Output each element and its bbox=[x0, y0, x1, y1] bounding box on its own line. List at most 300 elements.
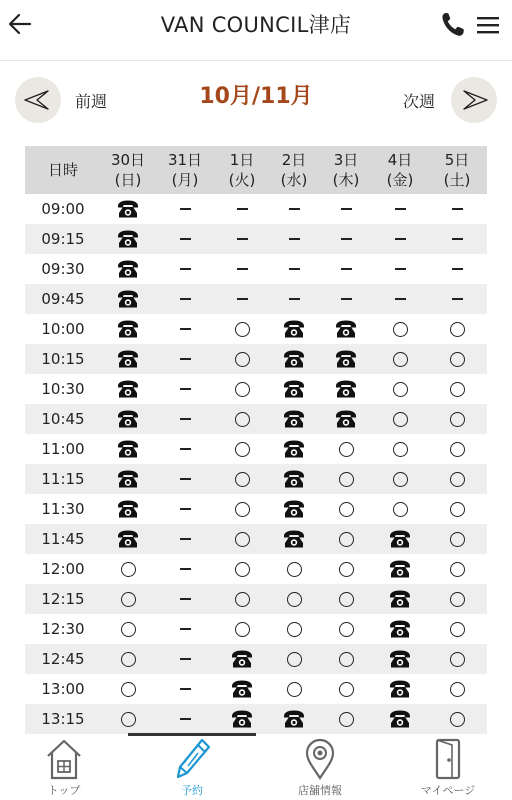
telephone-icon bbox=[334, 319, 358, 339]
slot-available[interactable] bbox=[373, 344, 427, 374]
available-circle-icon bbox=[235, 592, 250, 607]
unavailable-dash-icon bbox=[395, 238, 406, 240]
slot-unavailable bbox=[319, 284, 373, 314]
slot-available[interactable] bbox=[215, 434, 269, 464]
slot-phone-only[interactable] bbox=[215, 644, 269, 674]
slot-phone-only[interactable] bbox=[101, 344, 155, 374]
slot-available[interactable] bbox=[373, 374, 427, 404]
next-week-label[interactable]: 次週 bbox=[403, 92, 436, 111]
unavailable-dash-icon bbox=[180, 358, 191, 360]
phone-icon bbox=[440, 10, 466, 38]
slot-phone-only[interactable] bbox=[269, 404, 319, 434]
slot-unavailable bbox=[373, 254, 427, 284]
telephone-icon bbox=[116, 529, 140, 549]
day-header bbox=[215, 146, 269, 194]
slot-unavailable bbox=[155, 494, 215, 524]
available-circle-icon bbox=[235, 622, 250, 637]
slot-available[interactable] bbox=[215, 524, 269, 554]
slot-unavailable bbox=[215, 284, 269, 314]
slot-unavailable bbox=[373, 284, 427, 314]
unavailable-dash-icon bbox=[180, 688, 191, 690]
slot-phone-only[interactable] bbox=[101, 374, 155, 404]
unavailable-dash-icon bbox=[180, 328, 191, 330]
slot-phone-only[interactable] bbox=[373, 674, 427, 704]
slot-unavailable bbox=[319, 254, 373, 284]
unavailable-dash-icon bbox=[289, 298, 300, 300]
slot-available[interactable] bbox=[319, 644, 373, 674]
available-circle-icon bbox=[393, 442, 408, 457]
slot-available[interactable] bbox=[101, 554, 155, 584]
schedule-row bbox=[25, 524, 487, 554]
slot-available[interactable] bbox=[319, 614, 373, 644]
bottom-nav-store-info[interactable] bbox=[256, 736, 384, 800]
slot-available[interactable] bbox=[269, 674, 319, 704]
available-circle-icon bbox=[235, 412, 250, 427]
slot-unavailable bbox=[215, 254, 269, 284]
slot-unavailable bbox=[373, 224, 427, 254]
slot-available[interactable] bbox=[269, 614, 319, 644]
available-circle-icon bbox=[450, 592, 465, 607]
phone-button[interactable] bbox=[440, 10, 466, 38]
available-circle-icon bbox=[339, 562, 354, 577]
available-circle-icon bbox=[121, 562, 136, 577]
available-circle-icon bbox=[393, 412, 408, 427]
available-circle-icon bbox=[450, 502, 465, 517]
available-circle-icon bbox=[450, 322, 465, 337]
slot-available[interactable] bbox=[215, 314, 269, 344]
slot-available[interactable] bbox=[269, 644, 319, 674]
available-circle-icon bbox=[339, 682, 354, 697]
schedule-row bbox=[25, 704, 487, 734]
time-cell: 12:30 bbox=[25, 614, 101, 644]
available-circle-icon bbox=[393, 352, 408, 367]
unavailable-dash-icon bbox=[180, 418, 191, 420]
slot-phone-only[interactable] bbox=[269, 464, 319, 494]
slot-available[interactable] bbox=[373, 434, 427, 464]
slot-phone-only[interactable] bbox=[373, 644, 427, 674]
slot-unavailable bbox=[155, 314, 215, 344]
slot-unavailable bbox=[427, 224, 487, 254]
unavailable-dash-icon bbox=[341, 208, 352, 210]
schedule-row bbox=[25, 404, 487, 434]
telephone-icon bbox=[282, 409, 306, 429]
slot-phone-only[interactable] bbox=[319, 404, 373, 434]
available-circle-icon bbox=[450, 472, 465, 487]
slot-phone-only[interactable] bbox=[101, 224, 155, 254]
day-header bbox=[269, 146, 319, 194]
time-cell: 12:45 bbox=[25, 644, 101, 674]
chevron-right-icon bbox=[451, 77, 497, 123]
telephone-icon bbox=[282, 439, 306, 459]
unavailable-dash-icon bbox=[237, 208, 248, 210]
slot-unavailable bbox=[269, 194, 319, 224]
unavailable-dash-icon bbox=[289, 238, 300, 240]
slot-available[interactable] bbox=[427, 374, 487, 404]
day-weekday: (月) bbox=[171, 171, 199, 189]
slot-available[interactable] bbox=[215, 464, 269, 494]
slot-available[interactable] bbox=[215, 344, 269, 374]
schedule-row bbox=[25, 614, 487, 644]
unavailable-dash-icon bbox=[180, 238, 191, 240]
unavailable-dash-icon bbox=[237, 268, 248, 270]
slot-available[interactable] bbox=[101, 614, 155, 644]
slot-phone-only[interactable] bbox=[373, 704, 427, 734]
telephone-icon bbox=[116, 439, 140, 459]
time-cell: 13:15 bbox=[25, 704, 101, 734]
slot-available[interactable] bbox=[427, 644, 487, 674]
hamburger-menu-icon bbox=[476, 14, 500, 36]
bottom-nav-reserve[interactable] bbox=[128, 736, 256, 800]
day-header bbox=[101, 146, 155, 194]
slot-phone-only[interactable] bbox=[101, 194, 155, 224]
available-circle-icon bbox=[339, 712, 354, 727]
slot-phone-only[interactable] bbox=[319, 344, 373, 374]
slot-phone-only[interactable] bbox=[373, 584, 427, 614]
time-cell: 09:45 bbox=[25, 284, 101, 314]
time-cell: 09:00 bbox=[25, 194, 101, 224]
telephone-icon bbox=[116, 259, 140, 279]
available-circle-icon bbox=[287, 622, 302, 637]
slot-unavailable bbox=[155, 194, 215, 224]
time-cell: 11:00 bbox=[25, 434, 101, 464]
slot-phone-only[interactable] bbox=[269, 494, 319, 524]
door-icon bbox=[428, 736, 468, 782]
slot-unavailable bbox=[155, 674, 215, 704]
slot-available[interactable] bbox=[319, 464, 373, 494]
telephone-icon bbox=[116, 349, 140, 369]
available-circle-icon bbox=[339, 502, 354, 517]
available-circle-icon bbox=[450, 532, 465, 547]
schedule-row bbox=[25, 434, 487, 464]
slot-phone-only[interactable] bbox=[373, 614, 427, 644]
telephone-icon bbox=[230, 679, 254, 699]
telephone-icon bbox=[388, 529, 412, 549]
schedule-header-row bbox=[25, 146, 487, 194]
unavailable-dash-icon bbox=[452, 298, 463, 300]
day-weekday: (日) bbox=[114, 171, 142, 189]
slot-available[interactable] bbox=[373, 314, 427, 344]
time-cell: 10:30 bbox=[25, 374, 101, 404]
telephone-icon bbox=[282, 379, 306, 399]
telephone-icon bbox=[116, 469, 140, 489]
next-week-button[interactable] bbox=[451, 77, 497, 123]
available-circle-icon bbox=[121, 592, 136, 607]
available-circle-icon bbox=[450, 382, 465, 397]
available-circle-icon bbox=[235, 442, 250, 457]
unavailable-dash-icon bbox=[395, 298, 406, 300]
day-weekday: (火) bbox=[228, 171, 256, 189]
time-cell: 12:15 bbox=[25, 584, 101, 614]
schedule-row bbox=[25, 314, 487, 344]
unavailable-dash-icon bbox=[180, 208, 191, 210]
slot-phone-only[interactable] bbox=[101, 284, 155, 314]
unavailable-dash-icon bbox=[237, 298, 248, 300]
bottom-nav-label: 店舗情報 bbox=[298, 784, 342, 797]
day-date: 4日 bbox=[387, 151, 413, 169]
unavailable-dash-icon bbox=[237, 238, 248, 240]
time-cell: 10:45 bbox=[25, 404, 101, 434]
slot-unavailable bbox=[155, 704, 215, 734]
time-cell: 10:00 bbox=[25, 314, 101, 344]
slot-available[interactable] bbox=[215, 584, 269, 614]
schedule-body bbox=[25, 194, 487, 734]
bottom-nav-label: マイページ bbox=[420, 784, 476, 797]
schedule-row bbox=[25, 554, 487, 584]
available-circle-icon bbox=[235, 562, 250, 577]
telephone-icon bbox=[388, 679, 412, 699]
bottom-nav-top[interactable] bbox=[0, 736, 128, 800]
slot-unavailable bbox=[269, 254, 319, 284]
slot-available[interactable] bbox=[373, 464, 427, 494]
slot-phone-only[interactable] bbox=[101, 404, 155, 434]
available-circle-icon bbox=[287, 592, 302, 607]
slot-available[interactable] bbox=[319, 704, 373, 734]
unavailable-dash-icon bbox=[180, 718, 191, 720]
telephone-icon bbox=[116, 319, 140, 339]
slot-available[interactable] bbox=[215, 404, 269, 434]
slot-available[interactable] bbox=[215, 614, 269, 644]
slot-unavailable bbox=[155, 344, 215, 374]
slot-available[interactable] bbox=[427, 554, 487, 584]
bottom-nav bbox=[0, 736, 512, 800]
day-weekday: (土) bbox=[443, 171, 471, 189]
unavailable-dash-icon bbox=[180, 538, 191, 540]
time-cell: 10:15 bbox=[25, 344, 101, 374]
day-header bbox=[319, 146, 373, 194]
slot-unavailable bbox=[215, 194, 269, 224]
unavailable-dash-icon bbox=[180, 388, 191, 390]
slot-unavailable bbox=[269, 224, 319, 254]
available-circle-icon bbox=[121, 712, 136, 727]
available-circle-icon bbox=[450, 622, 465, 637]
telephone-icon bbox=[282, 319, 306, 339]
schedule-row bbox=[25, 194, 487, 224]
slot-phone-only[interactable] bbox=[101, 434, 155, 464]
slot-available[interactable] bbox=[101, 584, 155, 614]
telephone-icon bbox=[388, 619, 412, 639]
pencil-icon bbox=[172, 736, 212, 782]
slot-unavailable bbox=[319, 194, 373, 224]
telephone-icon bbox=[116, 379, 140, 399]
slot-available[interactable] bbox=[427, 614, 487, 644]
schedule-row bbox=[25, 644, 487, 674]
slot-unavailable bbox=[215, 224, 269, 254]
slot-available[interactable] bbox=[427, 584, 487, 614]
telephone-icon bbox=[230, 649, 254, 669]
available-circle-icon bbox=[287, 652, 302, 667]
time-cell: 11:45 bbox=[25, 524, 101, 554]
slot-available[interactable] bbox=[101, 674, 155, 704]
slot-unavailable bbox=[155, 614, 215, 644]
slot-unavailable bbox=[427, 284, 487, 314]
available-circle-icon bbox=[339, 622, 354, 637]
day-date: 1日 bbox=[229, 151, 255, 169]
unavailable-dash-icon bbox=[180, 268, 191, 270]
schedule-row bbox=[25, 464, 487, 494]
slot-unavailable bbox=[155, 464, 215, 494]
available-circle-icon bbox=[235, 472, 250, 487]
unavailable-dash-icon bbox=[452, 238, 463, 240]
slot-available[interactable] bbox=[215, 494, 269, 524]
available-circle-icon bbox=[393, 382, 408, 397]
slot-phone-only[interactable] bbox=[269, 434, 319, 464]
available-circle-icon bbox=[450, 442, 465, 457]
telephone-icon bbox=[282, 499, 306, 519]
time-cell: 11:15 bbox=[25, 464, 101, 494]
slot-available[interactable] bbox=[427, 464, 487, 494]
slot-phone-only[interactable] bbox=[269, 314, 319, 344]
available-circle-icon bbox=[121, 652, 136, 667]
slot-phone-only[interactable] bbox=[269, 344, 319, 374]
unavailable-dash-icon bbox=[180, 478, 191, 480]
slot-phone-only[interactable] bbox=[101, 464, 155, 494]
available-circle-icon bbox=[235, 382, 250, 397]
store-title: VAN COUNCIL津店 bbox=[160, 13, 352, 37]
available-circle-icon bbox=[339, 592, 354, 607]
slot-unavailable bbox=[155, 224, 215, 254]
slot-available[interactable] bbox=[427, 704, 487, 734]
slot-phone-only[interactable] bbox=[101, 314, 155, 344]
schedule-row bbox=[25, 584, 487, 614]
map-pin-icon bbox=[300, 736, 340, 782]
day-header bbox=[373, 146, 427, 194]
slot-phone-only[interactable] bbox=[269, 374, 319, 404]
bottom-nav-label: トップ bbox=[47, 784, 81, 797]
slot-available[interactable] bbox=[101, 704, 155, 734]
slot-unavailable bbox=[319, 224, 373, 254]
telephone-icon bbox=[388, 559, 412, 579]
header-divider bbox=[0, 60, 512, 61]
slot-available[interactable] bbox=[319, 554, 373, 584]
unavailable-dash-icon bbox=[180, 568, 191, 570]
available-circle-icon bbox=[450, 652, 465, 667]
unavailable-dash-icon bbox=[180, 448, 191, 450]
bottom-nav-mypage[interactable] bbox=[384, 736, 512, 800]
unavailable-dash-icon bbox=[289, 268, 300, 270]
telephone-icon bbox=[388, 589, 412, 609]
slot-phone-only[interactable] bbox=[269, 524, 319, 554]
unavailable-dash-icon bbox=[452, 208, 463, 210]
menu-button[interactable] bbox=[476, 14, 500, 36]
slot-unavailable bbox=[155, 584, 215, 614]
slot-unavailable bbox=[155, 644, 215, 674]
slot-phone-only[interactable] bbox=[101, 524, 155, 554]
slot-available[interactable] bbox=[319, 674, 373, 704]
slot-phone-only[interactable] bbox=[373, 554, 427, 584]
slot-available[interactable] bbox=[427, 344, 487, 374]
available-circle-icon bbox=[235, 322, 250, 337]
day-date: 3日 bbox=[333, 151, 359, 169]
home-icon bbox=[44, 736, 84, 782]
slot-phone-only[interactable] bbox=[373, 524, 427, 554]
available-circle-icon bbox=[121, 682, 136, 697]
telephone-icon bbox=[116, 199, 140, 219]
unavailable-dash-icon bbox=[341, 298, 352, 300]
telephone-icon bbox=[116, 289, 140, 309]
available-circle-icon bbox=[287, 682, 302, 697]
slot-available[interactable] bbox=[319, 584, 373, 614]
slot-unavailable bbox=[155, 554, 215, 584]
slot-unavailable bbox=[155, 434, 215, 464]
telephone-icon bbox=[116, 499, 140, 519]
available-circle-icon bbox=[339, 472, 354, 487]
corner-header: 日時 bbox=[25, 146, 101, 194]
slot-phone-only[interactable] bbox=[269, 704, 319, 734]
slot-phone-only[interactable] bbox=[319, 314, 373, 344]
slot-available[interactable] bbox=[427, 314, 487, 344]
day-date: 31日 bbox=[167, 151, 203, 169]
slot-unavailable bbox=[155, 254, 215, 284]
slot-available[interactable] bbox=[427, 674, 487, 704]
schedule-table bbox=[25, 146, 487, 734]
schedule-row bbox=[25, 224, 487, 254]
unavailable-dash-icon bbox=[289, 208, 300, 210]
unavailable-dash-icon bbox=[180, 598, 191, 600]
prev-week-label[interactable]: 前週 bbox=[75, 92, 108, 111]
slot-available[interactable] bbox=[373, 404, 427, 434]
slot-available[interactable] bbox=[427, 524, 487, 554]
month-label: 10月/11月 bbox=[199, 84, 313, 109]
telephone-icon bbox=[282, 709, 306, 729]
slot-available[interactable] bbox=[215, 374, 269, 404]
day-weekday: (水) bbox=[280, 171, 308, 189]
unavailable-dash-icon bbox=[341, 268, 352, 270]
time-cell: 09:15 bbox=[25, 224, 101, 254]
slot-available[interactable] bbox=[373, 494, 427, 524]
day-weekday: (金) bbox=[386, 171, 414, 189]
slot-available[interactable] bbox=[427, 404, 487, 434]
time-cell: 09:30 bbox=[25, 254, 101, 284]
slot-phone-only[interactable] bbox=[101, 254, 155, 284]
available-circle-icon bbox=[450, 412, 465, 427]
unavailable-dash-icon bbox=[395, 268, 406, 270]
slot-available[interactable] bbox=[215, 554, 269, 584]
slot-unavailable bbox=[427, 254, 487, 284]
slot-phone-only[interactable] bbox=[101, 494, 155, 524]
available-circle-icon bbox=[121, 622, 136, 637]
available-circle-icon bbox=[450, 712, 465, 727]
slot-available[interactable] bbox=[269, 554, 319, 584]
slot-phone-only[interactable] bbox=[215, 674, 269, 704]
slot-available[interactable] bbox=[101, 644, 155, 674]
telephone-icon bbox=[116, 229, 140, 249]
schedule-row bbox=[25, 674, 487, 704]
unavailable-dash-icon bbox=[180, 628, 191, 630]
slot-unavailable bbox=[373, 194, 427, 224]
schedule-row bbox=[25, 374, 487, 404]
slot-phone-only[interactable] bbox=[319, 374, 373, 404]
telephone-icon bbox=[388, 649, 412, 669]
slot-available[interactable] bbox=[319, 524, 373, 554]
slot-available[interactable] bbox=[269, 584, 319, 614]
available-circle-icon bbox=[235, 502, 250, 517]
telephone-icon bbox=[116, 409, 140, 429]
unavailable-dash-icon bbox=[180, 658, 191, 660]
slot-unavailable bbox=[155, 404, 215, 434]
telephone-icon bbox=[388, 709, 412, 729]
slot-available[interactable] bbox=[427, 434, 487, 464]
telephone-icon bbox=[282, 529, 306, 549]
slot-unavailable bbox=[155, 284, 215, 314]
available-circle-icon bbox=[235, 532, 250, 547]
slot-available[interactable] bbox=[319, 494, 373, 524]
schedule-row bbox=[25, 254, 487, 284]
slot-available[interactable] bbox=[427, 494, 487, 524]
slot-unavailable bbox=[155, 524, 215, 554]
slot-phone-only[interactable] bbox=[215, 704, 269, 734]
day-header bbox=[427, 146, 487, 194]
slot-available[interactable] bbox=[319, 434, 373, 464]
